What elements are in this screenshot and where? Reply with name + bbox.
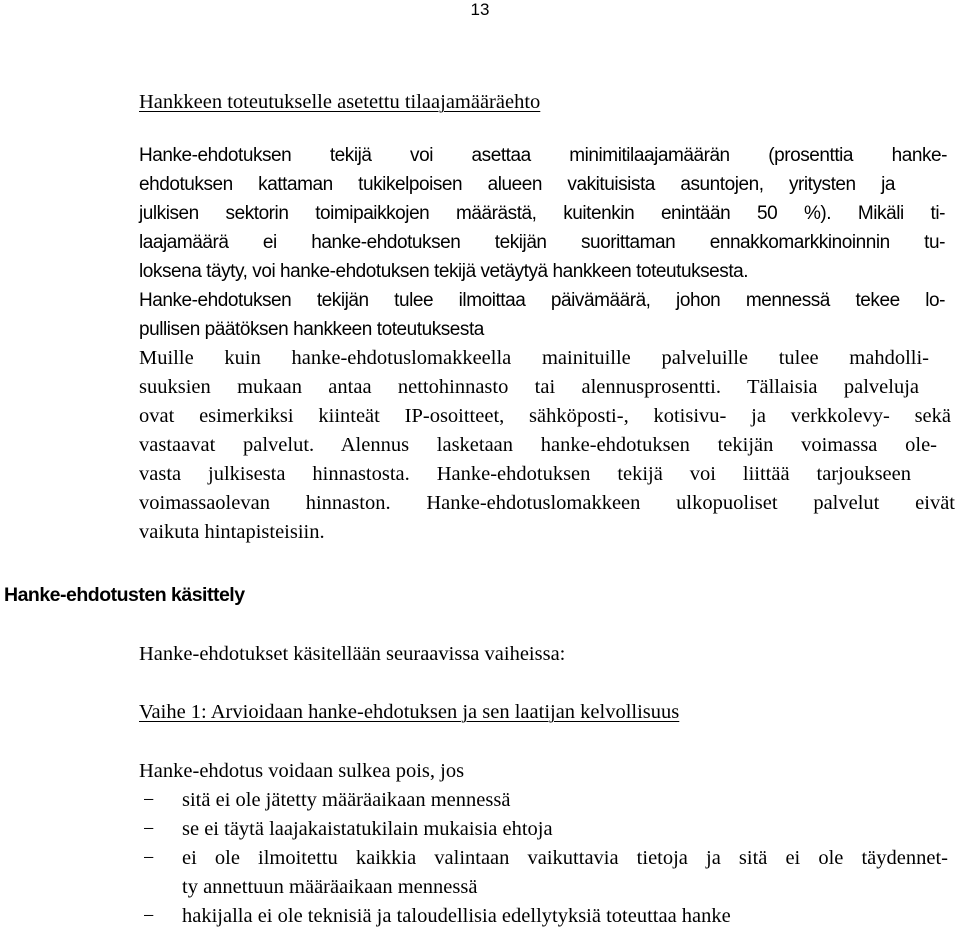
paragraph-line: vasta julkisesta hinnastosta. Hanke-ehdotuksen tekijä voi liittää tarjoukseen: [139, 463, 911, 485]
list-item: ei ole ilmoitettu kaikkia valintaan vaikuttavia tietoja ja sitä ei ole täydennet-: [182, 847, 948, 869]
condition-intro: Hanke-ehdotus voidaan sulkea pois, jos: [139, 760, 465, 782]
section-heading: Hanke-ehdotusten käsittely: [4, 584, 245, 606]
list-item-continuation: ty annettuun määräaikaan mennessä: [182, 876, 478, 898]
paragraph-line: Muille kuin hanke-ehdotuslomakkeella mainituille palveluille tulee mahdolli-: [139, 347, 929, 369]
dash-bullet-icon: −: [143, 905, 155, 927]
paragraph-line: suuksien mukaan antaa nettohinnasto tai alennusprosentti. Tällaisia palveluja: [139, 376, 919, 398]
list-item: se ei täytä laajakaistatukilain mukaisia ehtoja: [182, 818, 553, 840]
paragraph-line: pullisen päätöksen hankkeen toteutuksesta: [139, 319, 484, 340]
dash-bullet-icon: −: [143, 847, 155, 869]
dash-bullet-icon: −: [143, 818, 155, 840]
paragraph-line: vaikuta hintapisteisiin.: [139, 521, 325, 543]
paragraph-line: Hanke-ehdotuksen tekijän tulee ilmoittaa päivämäärä, johon mennessä tekee lo-: [139, 290, 945, 311]
intro-text: Hanke-ehdotukset käsitellään seuraavissa vaiheissa:: [139, 643, 566, 665]
paragraph-line: ehdotuksen kattaman tukikelpoisen alueen vakituisista asuntojen, yritysten ja: [139, 174, 895, 195]
paragraph-line: voimassaolevan hinnaston. Hanke-ehdotuslomakkeen ulkopuoliset palvelut eivät: [139, 492, 955, 514]
paragraph-line: Hanke-ehdotuksen tekijä voi asettaa minimitilaajamäärän (prosenttia hanke-: [139, 145, 947, 166]
paragraph-line: loksena täyty, voi hanke-ehdotuksen tekijä vetäytyä hankkeen toteutuksesta.: [139, 261, 749, 282]
dash-bullet-icon: −: [143, 789, 155, 811]
section-title: Hankkeen toteutukselle asetettu tilaajamääräehto: [139, 91, 541, 113]
paragraph-line: ovat esimerkiksi kiinteät IP-osoitteet, sähköposti-, kotisivu- ja verkkolevy- sekä: [139, 405, 951, 427]
list-item: sitä ei ole jätetty määräaikaan mennessä: [182, 789, 511, 811]
paragraph-line: julkisen sektorin toimipaikkojen määrästä, kuitenkin enintään 50 %). Mikäli ti-: [139, 203, 945, 224]
phase-title: Vaihe 1: Arvioidaan hanke-ehdotuksen ja sen laatijan kelvollisuus: [139, 701, 680, 723]
page-number: 13: [470, 0, 490, 19]
paragraph-line: vastaavat palvelut. Alennus lasketaan hanke-ehdotuksen tekijän voimassa ole-: [139, 434, 937, 456]
list-item: hakijalla ei ole teknisiä ja taloudellisia edellytyksiä toteuttaa hanke: [182, 905, 731, 927]
paragraph-line: laajamäärä ei hanke-ehdotuksen tekijän suorittaman ennakkomarkkinoinnin tu-: [139, 232, 945, 253]
